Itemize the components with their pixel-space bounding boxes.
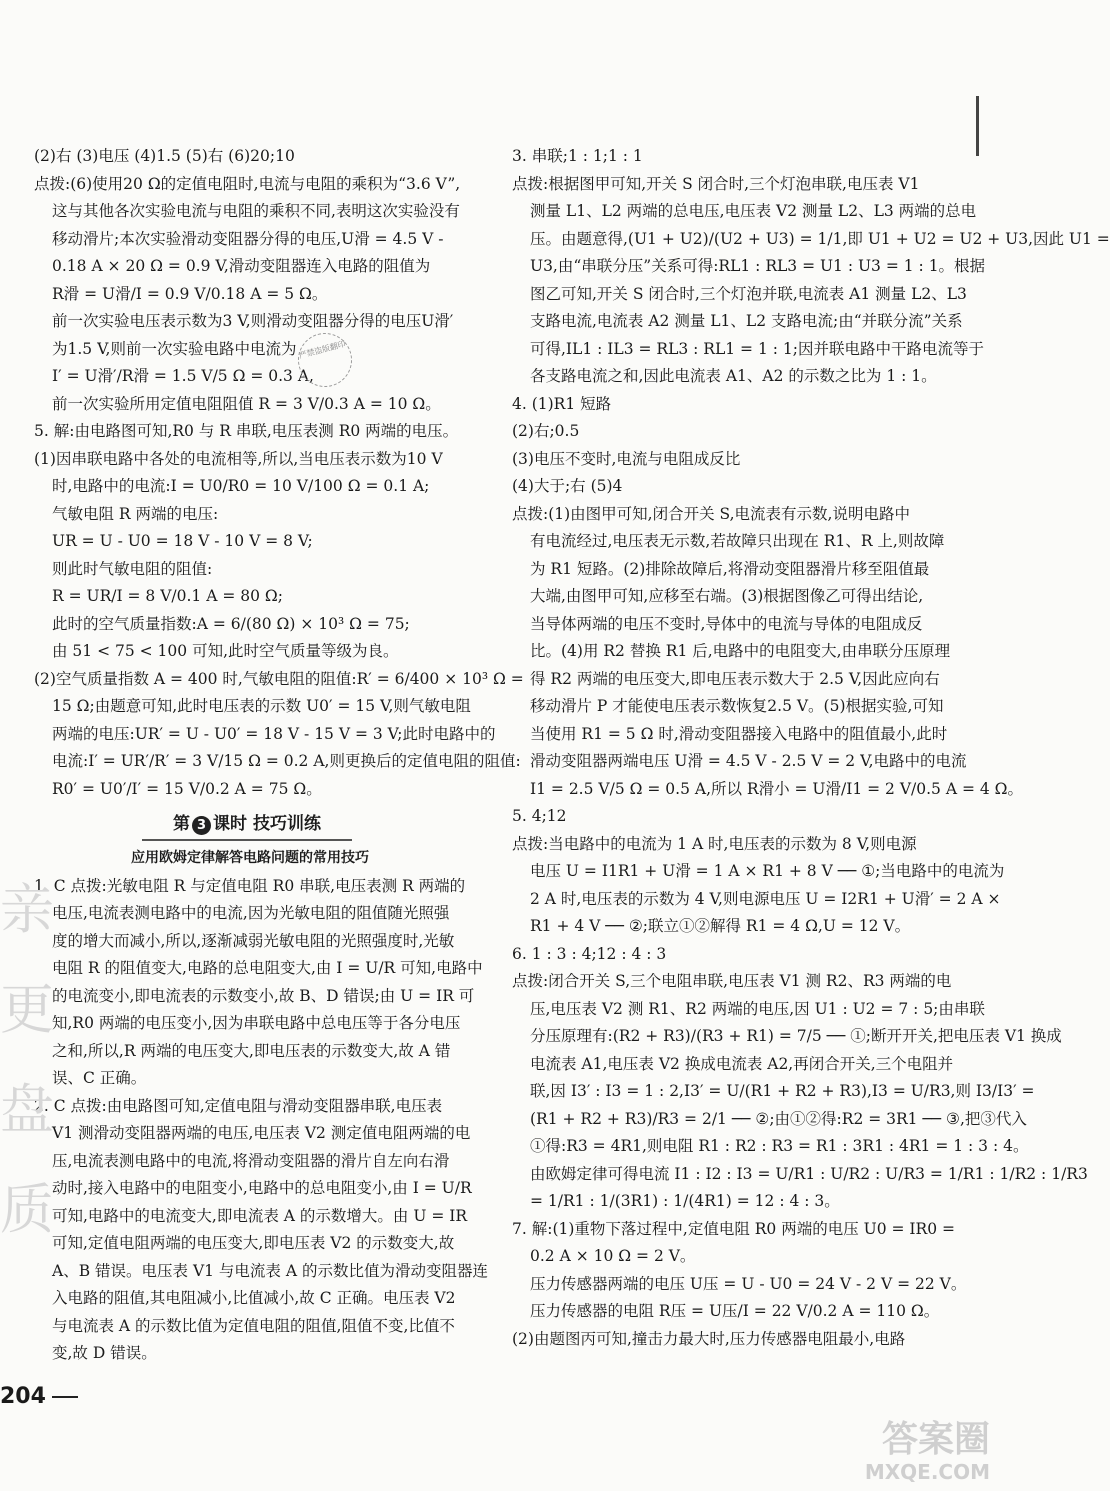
text-line: 气敏电阻 R 两端的电压: <box>52 504 219 523</box>
margin-bar <box>976 96 979 156</box>
text-line: 压,电流表测电路中的电流,将滑动变阻器的滑片自左向右滑 <box>52 1151 450 1170</box>
text-line: 有电流经过,电压表无示数,若故障只出现在 R1、R 上,则故障 <box>530 532 945 550</box>
text-line: 知,R0 两端的电压变小,因为串联电路中总电压等于各分电压 <box>52 1014 461 1032</box>
text-line: UR = U - U0 = 18 V - 10 V = 8 V; <box>52 532 313 550</box>
text-line: 由 51 < 75 < 100 可知,此时空气质量等级为良。 <box>52 642 399 660</box>
page-number: 204 <box>0 1384 78 1409</box>
text-line: 可得,IL1 : IL3 = RL3 : RL1 = 1 : 1;因并联电路中干路电流等于 <box>530 339 984 358</box>
text-line: 前一次实验所用定值电阻阻值 R = 3 V/0.3 A = 10 Ω。 <box>52 394 441 413</box>
text-line: 15 Ω;由题意可知,此时电压表的示数 U0′ = 15 V,则气敏电阻 <box>52 697 471 715</box>
text-line: 的电流变小,即电流表的示数变小,故 B、D 错误;由 U = IR 可 <box>52 986 475 1005</box>
text-line: 电流表 A1,电压表 V2 换成电流表 A2,再闭合开关,三个电阻并 <box>530 1054 954 1073</box>
text-line: 为 R1 短路。(2)排除故障后,将滑动变阻器滑片移至阻值最 <box>530 559 930 578</box>
text-line: 可知,电路中的电流变大,即电流表 A 的示数增大。由 U = IR <box>52 1206 468 1225</box>
text-line: 4. (1)R1 短路 <box>512 394 612 413</box>
text-line: 度的增大而减小,所以,逐渐减弱光敏电阻的光照强度时,光敏 <box>52 931 455 950</box>
text-line: 误、C 正确。 <box>52 1069 147 1087</box>
text-line: 各支路电流之和,因此电流表 A1、A2 的示数之比为 1 : 1。 <box>530 367 937 385</box>
text-line: 分压原理有:(R2 + R3)/(R3 + R1) = 7/5 ── ①;断开开关,把电压表 V1 换成 <box>530 1027 1062 1045</box>
text-line: I′ = U滑′/R滑 = 1.5 V/5 Ω = 0.3 A, <box>52 367 314 385</box>
text-line: 当导体两端的电压不变时,导体中的电流与导体的电阻成反 <box>530 614 923 633</box>
text-line: 此时的空气质量指数:A = 6/(80 Ω) × 10³ Ω = 75; <box>52 614 410 633</box>
text-line: 大端,由图甲可知,应移至右端。(3)根据图像乙可得出结论, <box>530 587 924 605</box>
text-line: (3)电压不变时,电流与电阻成反比 <box>512 449 741 468</box>
text-line: 为1.5 V,则前一次实验电路中电流为 <box>52 339 297 358</box>
text-line: 点拨:(6)使用20 Ω的定值电阻时,电流与电阻的乘积为“3.6 V”, <box>34 174 461 193</box>
text-line: 前一次实验电压表示数为3 V,则滑动变阻器分得的电压U滑′ <box>52 312 454 330</box>
text-line: I1 = 2.5 V/5 Ω = 0.5 A,所以 R滑小 = U滑/I1 = 2 V/0.5 A = 4 Ω。 <box>530 779 1024 798</box>
site-watermark: 答案圈 MXQE.COM <box>864 1419 990 1484</box>
text-line: V1 测滑动变阻器两端的电压,电压表 V2 测定值电阻两端的电 <box>52 1124 471 1142</box>
text-line: (1)因串联电路中各处的电流相等,所以,当电压表示数为10 V <box>34 449 443 468</box>
lesson-number: 3 <box>192 816 211 835</box>
text-line: 电压,电流表测电路中的电流,因为光敏电阻的阻值随光照强 <box>52 904 450 922</box>
text-line: R0′ = U0′/I′ = 15 V/0.2 A = 75 Ω。 <box>52 779 322 798</box>
text-line: 图乙可知,开关 S 闭合时,三个灯泡并联,电流表 A1 测量 L2、L3 <box>530 284 967 303</box>
text-line: 得 R2 两端的电压变大,即电压表示数大于 2.5 V,因此应向右 <box>530 669 940 688</box>
text-line: 两端的电压:UR′ = U - U0′ = 18 V - 15 V = 3 V;此时电路中的 <box>52 724 496 743</box>
text-line: R滑 = U滑/I = 0.9 V/0.18 A = 5 Ω。 <box>52 284 328 303</box>
section-subheading: 应用欧姆定律解答电路问题的常用技巧 <box>131 850 369 866</box>
text-line: 6. 1 : 3 : 4;12 : 4 : 3 <box>512 944 667 963</box>
text-line: 压。由题意得,(U1 + U2)/(U2 + U3) = 1/1,即 U1 + U2 = U2 + U3,因此 U1 = <box>530 229 1110 248</box>
text-line: 与电流表 A 的示数比值为定值电阻的阻值,阻值不变,比值不 <box>52 1316 455 1335</box>
text-line: (2)空气质量指数 A = 400 时,气敏电阻的阻值:R′ = 6/400 × 10³ Ω = <box>34 669 524 688</box>
text-line: 由欧姆定律可得电流 I1 : I2 : I3 = U/R1 : U/R2 : U/R3 = 1/R1 : 1/R2 : 1/R3 <box>530 1164 1088 1183</box>
side-watermark: 亲 更 盘 质 <box>0 878 54 1241</box>
text-line: 动时,接入电路中的电阻变小,电路中的总电阻变小,由 I = U/R <box>52 1179 472 1197</box>
text-line: 1. C 点拨:光敏电阻 R 与定值电阻 R0 串联,电压表测 R 两端的 <box>34 876 466 895</box>
text-line: 则此时气敏电阻的阻值: <box>52 559 213 578</box>
text-line: 5. 4;12 <box>512 807 567 825</box>
text-line: 入电路的阻值,其电阻减小,比值减小,故 C 正确。电压表 V2 <box>52 1289 456 1307</box>
text-line: 时,电路中的电流:I = U0/R0 = 10 V/100 Ω = 0.1 A; <box>52 477 430 495</box>
text-line: 变,故 D 错误。 <box>52 1344 157 1362</box>
text-line: 3. 串联;1 : 1;1 : 1 <box>512 147 643 165</box>
text-line: 压,电压表 V2 测 R1、R2 两端的电压,因 U1 : U2 = 7 : 5;由串联 <box>530 999 985 1018</box>
text-line: 比。(4)用 R2 替换 R1 后,电路中的电阻变大,由串联分压原理 <box>530 642 951 660</box>
stamp-seal: 严禁盗版翻印 <box>292 327 358 393</box>
text-line: 当使用 R1 = 5 Ω 时,滑动变阻器接入电路中的阻值最小,此时 <box>530 724 948 743</box>
text-line: 电阻 R 的阻值变大,电路的总电阻变大,由 I = U/R 可知,电路中 <box>52 959 483 977</box>
text-line: 0.18 A × 20 Ω = 0.9 V,滑动变阻器连入电路的阻值为 <box>52 257 431 275</box>
text-line: 点拨:当电路中的电流为 1 A 时,电压表的示数为 8 V,则电源 <box>512 834 917 853</box>
text-line: 点拨:(1)由图甲可知,闭合开关 S,电流表有示数,说明电路中 <box>512 504 910 523</box>
text-line: = 1/R1 : 1/(3R1) : 1/(4R1) = 12 : 4 : 3。 <box>530 1192 840 1210</box>
text-line: 移动滑片 P 才能使电压表示数恢复2.5 V。(5)根据实验,可知 <box>530 697 944 715</box>
left-column <box>34 143 524 1368</box>
text-line: R1 + 4 V ── ②;联立①②解得 R1 = 4 Ω,U = 12 V。 <box>530 917 911 935</box>
text-line: 之和,所以,R 两端的电压变大,即电压表的示数变大,故 A 错 <box>52 1041 451 1060</box>
text-line: 电压 U = I1R1 + U滑 = 1 A × R1 + 8 V ── ①;当电路中的电流为 <box>530 862 1005 880</box>
text-line: 点拨:根据图甲可知,开关 S 闭合时,三个灯泡串联,电压表 V1 <box>512 174 920 193</box>
text-line: 0.2 A × 10 Ω = 2 V。 <box>530 1247 696 1265</box>
text-line: U3,由“串联分压”关系可得:RL1 : RL3 = U1 : U3 = 1 : 1。根据 <box>530 257 986 275</box>
text-line: 可知,定值电阻两端的电压变大,即电压表 V2 的示数变大,故 <box>52 1234 455 1252</box>
text-line: 5. 解:由电路图可知,R0 与 R 串联,电压表测 R0 两端的电压。 <box>34 422 459 440</box>
text-line: (4)大于;右 (5)4 <box>512 477 623 495</box>
text-line: 联,因 I3′ : I3 = 1 : 2,I3′ = U/(R1 + R2 + R3),I3 = U/R3,则 I3/I3′ = <box>530 1082 1035 1100</box>
text-line: ①得:R3 = 4R1,则电阻 R1 : R2 : R3 = R1 : 3R1 : 4R1 = 1 : 3 : 4。 <box>530 1137 1029 1155</box>
text-line: 2 A 时,电压表的示数为 4 V,则电源电压 U = I2R1 + U滑′ = 2 A × <box>530 889 1001 908</box>
lesson-title: 第 3 课时 技巧训练 <box>142 809 352 841</box>
text-line: 压力传感器两端的电压 U压 = U - U0 = 24 V - 2 V = 22 V。 <box>530 1274 967 1293</box>
text-line: (2)由题图丙可知,撞击力最大时,压力传感器电阻最小,电路 <box>512 1329 906 1348</box>
text-line: (2)右 (3)电压 (4)1.5 (5)右 (6)20;10 <box>34 147 295 165</box>
text-line: (R1 + R2 + R3)/R3 = 2/1 ── ②;由①②得:R2 = 3R1 ── ③,把③代入 <box>530 1109 1027 1128</box>
text-line: 2. C 点拨:由电路图可知,定值电阻与滑动变阻器串联,电压表 <box>34 1096 443 1115</box>
text-line: 这与其他各次实验电流与电阻的乘积不同,表明这次实验没有 <box>52 202 460 220</box>
text-line: 支路电流,电流表 A2 测量 L1、L2 支路电流;由“并联分流”关系 <box>530 312 963 330</box>
text-line: 压力传感器的电阻 R压 = U压/I = 22 V/0.2 A = 110 Ω。 <box>530 1302 940 1320</box>
text-line: R = UR/I = 8 V/0.1 A = 80 Ω; <box>52 587 283 605</box>
text-line: A、B 错误。电压表 V1 与电流表 A 的示数比值为滑动变阻器连 <box>52 1261 488 1280</box>
text-line: 移动滑片;本次实验滑动变阻器分得的电压,U滑 = 4.5 V - <box>52 229 444 248</box>
text-line: 7. 解:(1)重物下落过程中,定值电阻 R0 两端的电压 U0 = IR0 = <box>512 1219 955 1238</box>
right-column <box>512 143 1110 1353</box>
text-line: 电流:I′ = UR′/R′ = 3 V/15 Ω = 0.2 A,则更换后的定值电阻的阻值: <box>52 752 521 770</box>
text-line: 测量 L1、L2 两端的总电压,电压表 V2 测量 L2、L3 两端的总电 <box>530 202 977 220</box>
text-line: 点拨:闭合开关 S,三个电阻串联,电压表 V1 测 R2、R3 两端的电 <box>512 972 952 990</box>
text-line: (2)右;0.5 <box>512 422 580 440</box>
text-line: 滑动变阻器两端电压 U滑 = 4.5 V - 2.5 V = 2 V,电路中的电流 <box>530 752 967 770</box>
